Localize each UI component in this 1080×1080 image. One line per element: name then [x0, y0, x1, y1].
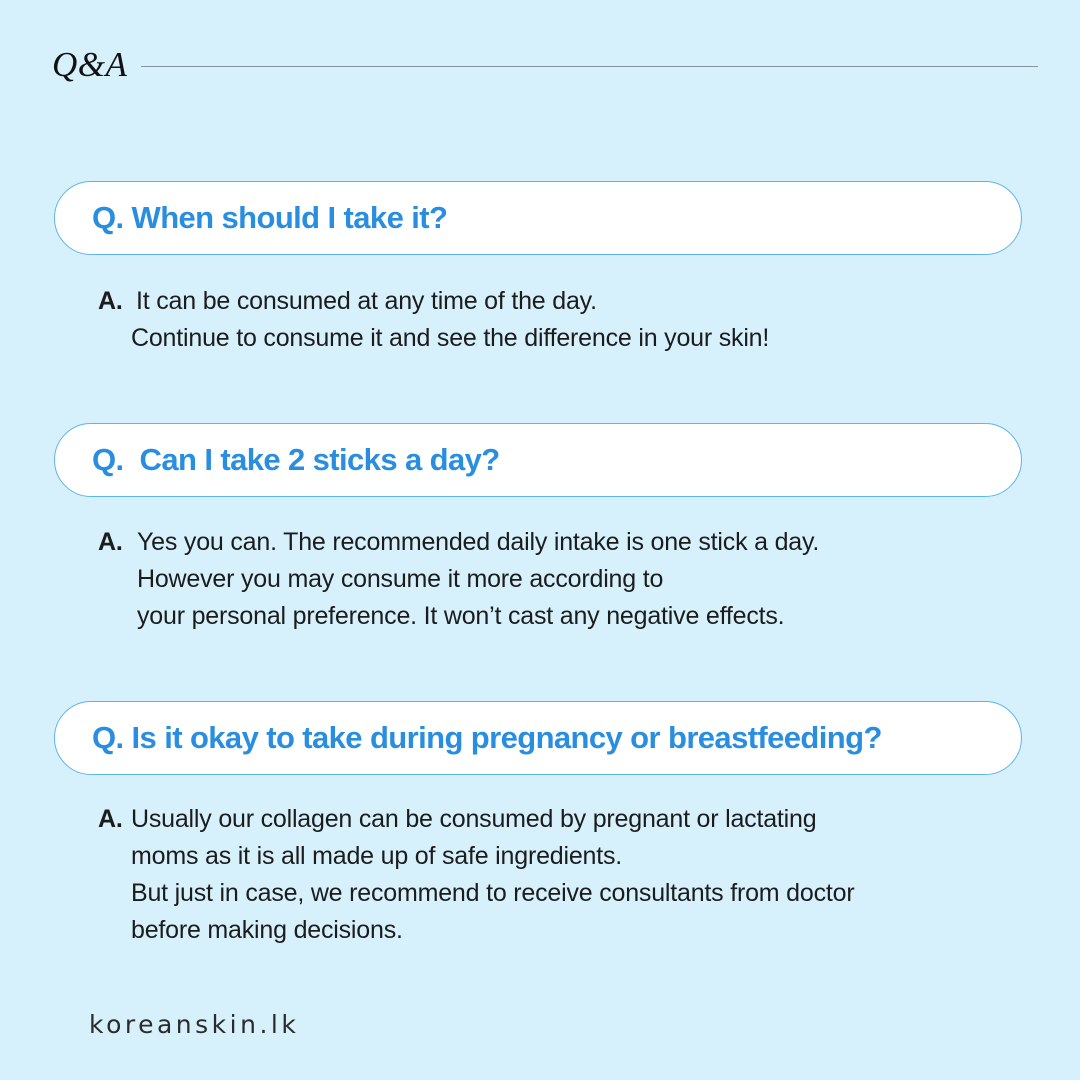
- answer-block-2: [98, 524, 819, 635]
- answer-line: Continue to consume it and see the difference in your skin!: [131, 324, 770, 352]
- answer-label: A.: [98, 805, 123, 833]
- answer-block-3: [98, 801, 854, 949]
- answer-line: your personal preference. It won’t cast any negative effects.: [137, 602, 785, 630]
- answer-label: A.: [98, 528, 123, 556]
- answer-line: moms as it is all made up of safe ingredients.: [131, 842, 623, 870]
- answer-line: However you may consume it more according to: [137, 565, 664, 593]
- header-divider: [141, 66, 1038, 67]
- answer-line: before making decisions.: [131, 916, 403, 944]
- answer-line: A. It can be consumed at any time of the day.: [98, 283, 769, 320]
- question-pill-3: Q. Is it okay to take during pregnancy or breastfeeding?: [54, 701, 1022, 775]
- answer-label: A.: [98, 287, 123, 315]
- answer-line: But just in case, we recommend to receive consultants from doctor: [131, 879, 855, 907]
- page-header: [52, 40, 1038, 90]
- answer-line: A. Usually our collagen can be consumed by pregnant or lactating: [98, 801, 854, 838]
- answer-block-1: [98, 283, 769, 357]
- answer-line: A. Yes you can. The recommended daily intake is one stick a day.: [98, 524, 819, 561]
- page-title: Q&A: [52, 45, 128, 84]
- brand-watermark: koreanskin.lk: [89, 1010, 300, 1039]
- question-pill-1: Q. When should I take it?: [54, 181, 1022, 255]
- question-pill-2: Q. Can I take 2 sticks a day?: [54, 423, 1022, 497]
